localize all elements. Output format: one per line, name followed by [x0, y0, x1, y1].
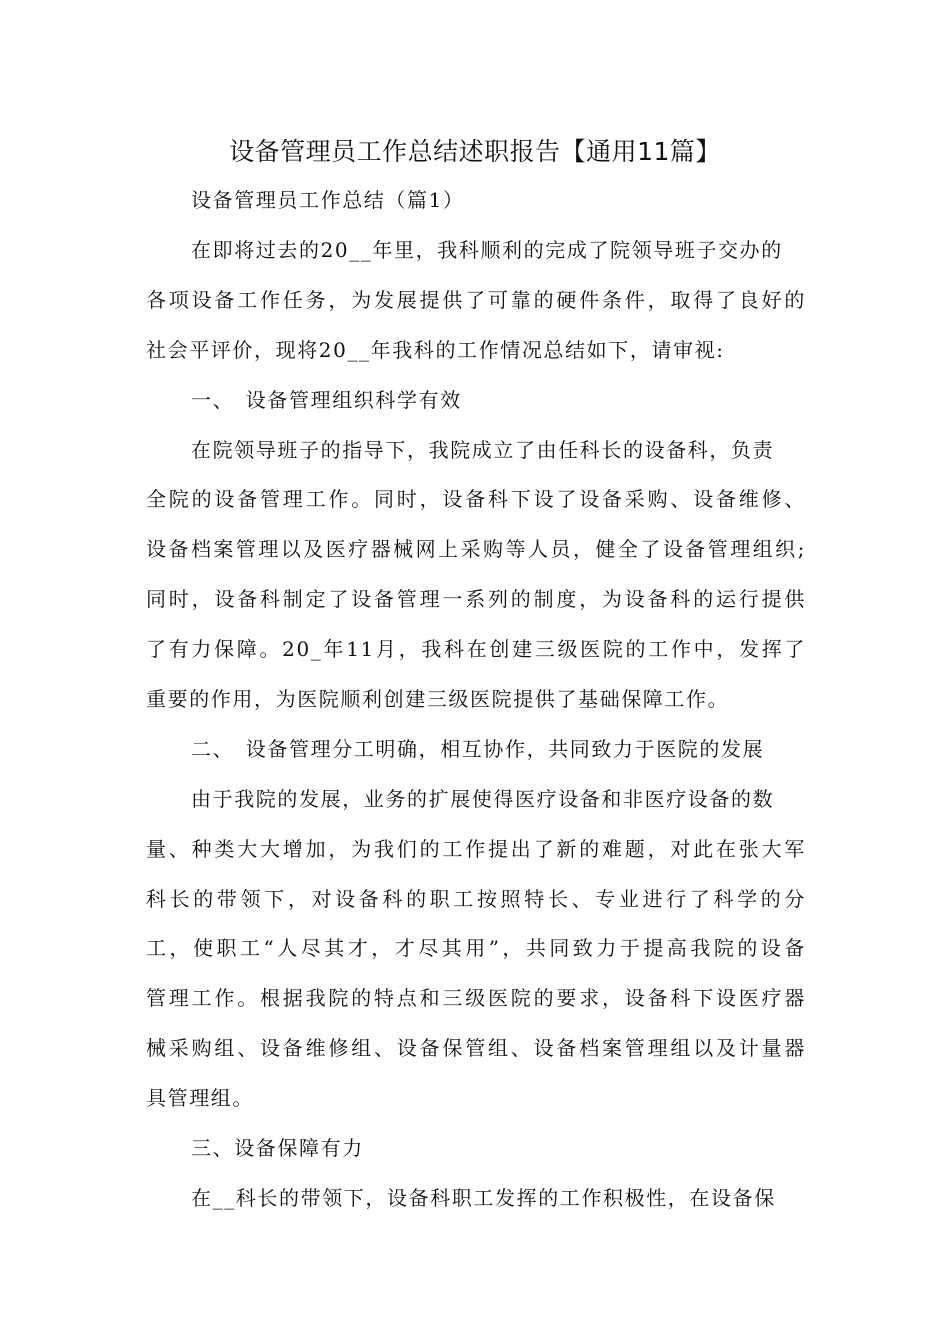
- paragraph-line: 具管理组。: [146, 1086, 254, 1110]
- document-title: 设备管理员工作总结述职报告【通用11篇】: [229, 137, 721, 166]
- paragraph-line: 在院领导班子的指导下，我院成立了由任科长的设备科，负责: [191, 438, 775, 462]
- paragraph-line: 工，使职工“人尽其才，才尽其用”，共同致力于提高我院的设备: [146, 936, 806, 960]
- section-heading-1: 一、 设备管理组织科学有效: [191, 388, 462, 412]
- paragraph-line: 各项设备工作任务，为发展提供了可靠的硬件条件，取得了良好的: [146, 288, 806, 312]
- paragraph-line: 管理工作。根据我院的特点和三级医院的要求，设备科下设医疗器: [146, 986, 806, 1010]
- paragraph-line: 同时，设备科制定了设备管理一系列的制度，为设备科的运行提供: [146, 587, 806, 611]
- paragraph-line: 设备档案管理以及医疗器械网上采购等人员，健全了设备管理组织;: [146, 537, 806, 561]
- section-heading-2: 二、 设备管理分工明确，相互协作，共同致力于医院的发展: [191, 737, 765, 761]
- paragraph-line: 量、种类大大增加，为我们的工作提出了新的难题，对此在张大军: [146, 837, 806, 861]
- paragraph-line: 重要的作用，为医院顺利创建三级医院提供了基础保障工作。: [146, 687, 730, 711]
- paragraph-line: 在__科长的带领下，设备科职工发挥的工作积极性，在设备保: [191, 1186, 776, 1210]
- paragraph-line: 了有力保障。20_年11月，我科在创建三级医院的工作中，发挥了: [146, 637, 806, 661]
- paragraph-line: 社会平评价，现将20__年我科的工作情况总结如下，请审视:: [146, 338, 725, 362]
- paragraph-line: 由于我院的发展，业务的扩展使得医疗设备和非医疗设备的数: [191, 787, 775, 811]
- section-heading-3: 三、设备保障有力: [191, 1136, 364, 1160]
- paragraph-line: 全院的设备管理工作。同时，设备科下设了设备采购、设备维修、: [146, 487, 806, 511]
- paragraph-line: 科长的带领下，对设备科的职工按照特长、专业进行了科学的分: [146, 887, 806, 911]
- section-heading-part1: 设备管理员工作总结（篇1）: [191, 188, 465, 212]
- paragraph-line: 械采购组、设备维修组、设备保管组、设备档案管理组以及计量器: [146, 1036, 806, 1060]
- paragraph-line: 在即将过去的20__年里，我科顺利的完成了院领导班子交办的: [191, 238, 783, 262]
